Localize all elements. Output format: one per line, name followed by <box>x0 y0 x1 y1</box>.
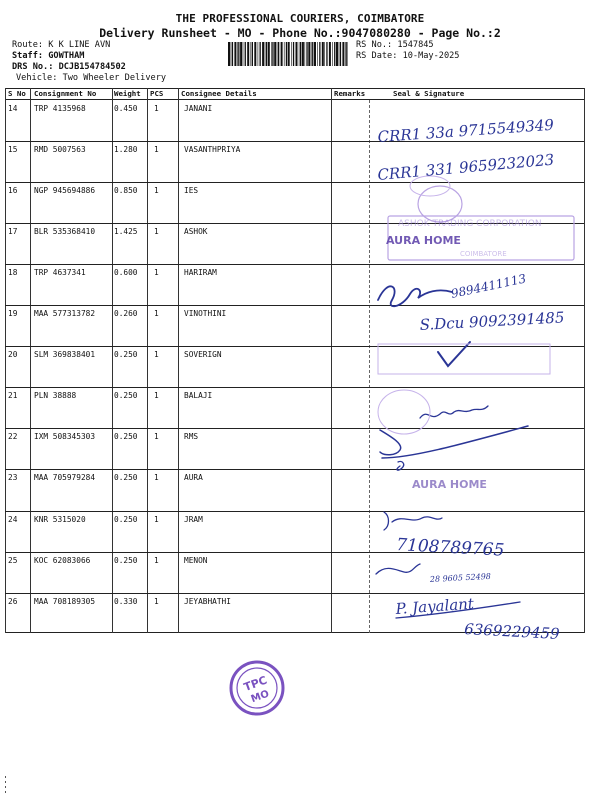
barcode-bar <box>308 42 310 66</box>
cell-consignment: NGP 945694886 <box>34 186 96 196</box>
cell-consignee: ASHOK <box>184 227 208 237</box>
cell-sno: 23 <box>8 473 18 483</box>
cell-consignment: MAA 705979284 <box>34 473 96 483</box>
header-sno: S No <box>8 89 26 98</box>
barcode-bar <box>336 42 338 66</box>
route-label: Route: K K LINE AVN <box>12 40 111 50</box>
barcode-bar <box>232 42 233 66</box>
table-header-rule <box>5 99 584 100</box>
barcode-bar <box>340 42 341 66</box>
signature-mark-row-22 <box>380 426 528 458</box>
drs-label: DRS No.: DCJB154784502 <box>12 62 126 72</box>
barcode-bar <box>245 42 246 66</box>
barcode-bar <box>286 42 287 66</box>
trading-stamp-name: ASHOK TRADING CORPORATION <box>398 219 542 229</box>
barcode-bar <box>339 42 340 66</box>
barcode-bar <box>312 42 313 66</box>
barcode-bar <box>300 42 301 66</box>
cell-consignment: IXM 508345303 <box>34 432 96 442</box>
handwriting-row-19: S.Dcu 9092391485 <box>419 308 565 334</box>
row-divider <box>5 223 584 224</box>
cell-sno: 24 <box>8 514 18 524</box>
runsheet-meta-left <box>12 40 166 84</box>
cell-pcs: 1 <box>154 596 159 606</box>
barcode-bar <box>262 42 264 66</box>
cell-pcs: 1 <box>154 227 159 237</box>
signature-mark-row-24 <box>384 512 442 530</box>
cell-weight: 0.850 <box>114 186 138 196</box>
barcode-bar <box>254 42 256 66</box>
header-remarks: Remarks <box>334 89 366 98</box>
cell-consignee: BALAJI <box>184 391 213 401</box>
cell-sno: 18 <box>8 268 18 278</box>
barcode-bar <box>281 42 283 66</box>
cell-consignee: JEYABHATHI <box>184 596 231 606</box>
handwriting-row-26-name: P. Jayalant <box>395 594 475 618</box>
barcode-bar <box>306 42 307 66</box>
row-divider <box>5 428 584 429</box>
cell-consignment: SLM 369838401 <box>34 350 96 360</box>
cell-pcs: 1 <box>154 186 159 196</box>
aura-stamp-row-17: AURA HOME <box>386 234 461 247</box>
signature-mark-row-21 <box>420 406 488 418</box>
rs-number-label: RS No.: 1547845 <box>356 40 434 50</box>
cell-consignment: TRP 4135968 <box>34 104 86 113</box>
barcode-bar <box>277 42 278 66</box>
barcode-icon <box>228 42 350 66</box>
cell-weight: 0.250 <box>114 473 138 483</box>
barcode-bar <box>231 42 232 66</box>
barcode-bar <box>278 42 279 66</box>
cell-weight: 0.260 <box>114 309 138 319</box>
handwriting-row-25: 28 9605 52498 <box>429 571 492 584</box>
cell-consignment: BLR 535368410 <box>34 227 96 237</box>
barcode-bar <box>305 42 306 66</box>
barcode-bar <box>247 42 249 66</box>
cell-consignee: VASANTHPRIYA <box>184 145 241 155</box>
barcode-bar <box>234 42 236 66</box>
row-divider <box>5 552 584 553</box>
row-divider <box>5 264 584 265</box>
barcode-bar <box>284 42 285 66</box>
cell-sno: 22 <box>8 432 18 442</box>
cell-consignment: PLN 38888 <box>34 391 77 401</box>
barcode-bar <box>326 42 327 66</box>
row-divider <box>5 593 584 594</box>
barcode-bar <box>314 42 316 66</box>
cell-pcs: 1 <box>154 555 159 565</box>
barcode-bar <box>237 42 238 66</box>
signature-mark-row-25 <box>376 564 420 574</box>
cell-sno: 16 <box>8 186 18 196</box>
cell-consignee: SOVERIGN <box>184 350 222 360</box>
barcode-bar <box>342 42 344 66</box>
cell-consignment: TRP 4637341 <box>34 268 86 278</box>
cell-pcs: 1 <box>154 391 159 401</box>
runsheet-meta-right <box>356 40 459 62</box>
cell-sno: 19 <box>8 309 18 319</box>
handwriting-row-24: 7108789765 <box>395 535 505 561</box>
vehicle-label: Vehicle: Two Wheeler Delivery <box>16 73 167 83</box>
row-divider <box>5 182 584 183</box>
header-seal-signature: Seal & Signature <box>393 89 465 98</box>
barcode-bar <box>272 42 273 66</box>
cell-consignment: KOC 62083066 <box>34 555 91 565</box>
barcode-bar <box>311 42 312 66</box>
handwriting-row-18: 9894411113 <box>449 271 528 301</box>
tpc-stamp-subtext: MO <box>249 688 271 706</box>
cell-pcs: 1 <box>154 145 159 155</box>
cell-sno: 14 <box>8 104 18 113</box>
cell-consignment: RMD 5007563 <box>34 145 86 155</box>
barcode-bar <box>317 42 318 66</box>
barcode-bar <box>302 42 304 66</box>
staff-label: Staff: GOWTHAM <box>12 51 85 61</box>
cell-consignee: MENON <box>184 555 208 565</box>
scan-edge-mark <box>4 776 7 794</box>
row-divider <box>5 511 584 512</box>
cell-consignee: AURA <box>184 473 203 483</box>
header-weight: Weight <box>114 89 141 98</box>
barcode-bar <box>252 42 253 66</box>
cell-consignee: VINOTHINI <box>184 309 227 319</box>
cell-pcs: 1 <box>154 268 159 278</box>
barcode-bar <box>291 42 292 66</box>
cell-pcs: 1 <box>154 432 159 442</box>
cell-consignee: IES <box>184 186 199 196</box>
cell-weight: 0.250 <box>114 391 138 401</box>
barcode-bar <box>258 42 259 66</box>
barcode-bar <box>268 42 270 66</box>
barcode-bar <box>334 42 335 66</box>
cell-consignee: JRAM <box>184 514 203 524</box>
table-bottom-rule <box>5 632 584 633</box>
rs-date-label: RS Date: 10-May-2025 <box>356 51 460 61</box>
aura-stamp-row-23: AURA HOME <box>412 478 487 491</box>
page-title: THE PROFESSIONAL COURIERS, COIMBATORE <box>175 12 425 25</box>
handwriting-row-14: CRR1 33a 9715549349 <box>377 115 555 146</box>
cell-weight: 0.250 <box>114 350 138 360</box>
header-consignee: Consignee Details <box>181 89 257 98</box>
header-consignment: Consignment No <box>34 89 97 98</box>
cell-weight: 0.450 <box>114 104 138 113</box>
barcode-bar <box>322 42 324 66</box>
barcode-bar <box>299 42 300 66</box>
cell-sno: 15 <box>8 145 18 155</box>
cell-weight: 0.250 <box>114 514 138 524</box>
cell-weight: 0.250 <box>114 555 138 565</box>
handwriting-row-15: CRR1 331 9659232023 <box>376 150 555 184</box>
cell-consignee: HARIRAM <box>184 268 217 278</box>
cell-pcs: 1 <box>154 514 159 524</box>
row-divider <box>5 141 584 142</box>
tpc-stamp-text: TPC <box>242 673 269 694</box>
barcode-bar <box>293 42 294 66</box>
cell-consignment: KNR 5315020 <box>34 514 86 524</box>
barcode-bar <box>271 42 272 66</box>
column-divider <box>584 88 585 633</box>
barcode-bar <box>319 42 320 66</box>
header-pcs: PCS <box>150 89 164 98</box>
barcode-bar <box>274 42 276 66</box>
barcode-bar <box>332 42 333 66</box>
cell-pcs: 1 <box>154 350 159 360</box>
cell-sno: 26 <box>8 596 18 606</box>
barcode-bar <box>345 42 346 66</box>
barcode-bar <box>251 42 252 66</box>
barcode-bar <box>238 42 239 66</box>
cell-consignment: MAA 708189305 <box>34 596 96 606</box>
page-subtitle: Delivery Runsheet - MO - Phone No.:9047080280 - Page No.:2 <box>99 26 501 40</box>
row-divider <box>5 305 584 306</box>
cell-weight: 0.250 <box>114 432 138 442</box>
cell-sno: 21 <box>8 391 18 401</box>
handwriting-row-26-phone: 6369229459 <box>463 620 561 643</box>
row-divider <box>5 346 584 347</box>
barcode-bar <box>243 42 244 66</box>
barcode-bar <box>329 42 331 66</box>
cell-consignment: MAA 577313782 <box>34 309 96 319</box>
barcode-bar <box>260 42 261 66</box>
cell-weight: 1.280 <box>114 145 138 155</box>
barcode-bar <box>324 42 325 66</box>
cell-sno: 25 <box>8 555 18 565</box>
signature-mark-row-18 <box>378 286 452 306</box>
cell-sno: 17 <box>8 227 18 237</box>
cell-pcs: 1 <box>154 309 159 319</box>
barcode-bar <box>346 42 347 66</box>
cell-pcs: 1 <box>154 473 159 483</box>
cell-consignee: JANANI <box>184 104 213 113</box>
row-divider <box>5 469 584 470</box>
cell-consignee: RMS <box>184 432 199 442</box>
column-divider <box>369 100 370 633</box>
barcode-bar <box>296 42 298 66</box>
cell-weight: 1.425 <box>114 227 138 237</box>
cell-weight: 0.600 <box>114 268 138 278</box>
signature-mark-row-26 <box>396 602 520 618</box>
barcode-bar <box>288 42 290 66</box>
tpc-stamp-icon <box>228 659 286 717</box>
cell-pcs: 1 <box>154 104 159 113</box>
barcode-bar <box>265 42 266 66</box>
row-divider <box>5 387 584 388</box>
barcode-bar <box>228 42 230 66</box>
barcode-bar <box>240 42 242 66</box>
barcode-bar <box>266 42 267 66</box>
trading-stamp-city: COIMBATORE <box>460 250 507 258</box>
cell-sno: 20 <box>8 350 18 360</box>
cell-weight: 0.330 <box>114 596 138 606</box>
